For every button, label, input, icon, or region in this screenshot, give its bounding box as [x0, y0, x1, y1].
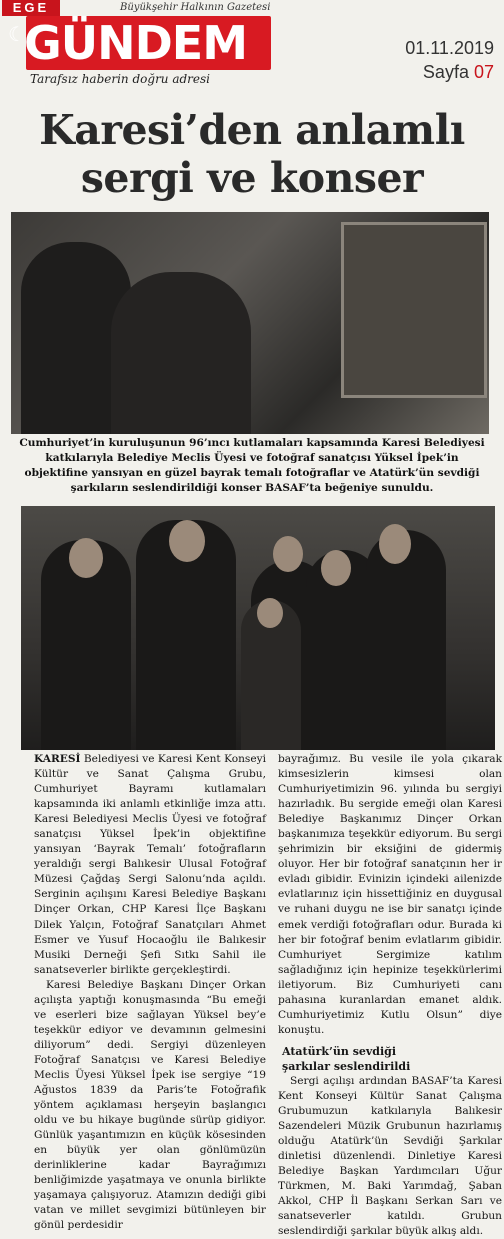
article-lead-word: KARESİ	[34, 753, 81, 765]
article-paragraph: Karesi Belediye Başkanı Dinçer Orkan açılışta yaptığı konuşmasında “Bu emeği ve eserleri bize sağlayan Yüksel bey’e teşekkür ediyor ve devamının gelmesini diliyorum” dedi. Sergiyi düzenleyen Fotoğraf Sanatçısı ve Karesi Belediye Meclis Üyesi Yüksel İpek ise sergiye “19 Ağustos 1839 da Paris’te Fotoğrafik yöntem açıklaması herşeyin başlangıcı oldu ve bu hikaye bugünde sürüp gidiyor. Günlük yaşantımızın en küçük kösesinden en büyük yer olan gönlümüzün derinliklerine kadar Bayrağımızı benliğimizde yaşatmaya ve onunla birlikte yaşamaya çalışıyoruz. Atamızın dediği gibi vatan ve millet sevgimizi bütünleyen bir gönül perdesidir	[34, 978, 266, 1232]
exhibition-photo	[11, 212, 489, 434]
photo-caption: Cumhuriyet’in kuruluşunun 96’ıncı kutlamaları kapsamında Karesi Belediyesi katkılarıyla Belediye Meclis Üyesi ve fotoğraf sanatçısı Yüksel İpek’in objektifine yansıyan en güzel bayrak temalı fotoğraflar ve Atatürk’ün sevdiği şarkıların seslendirildiği konser BASAF’ta beğeniye sunuldu.	[19, 437, 485, 494]
masthead-tagline: Büyükşehir Halkının Gazetesi	[120, 2, 271, 13]
issue-date: 01.11.2019	[405, 38, 494, 58]
article-headline	[0, 106, 504, 202]
person-silhouette	[366, 530, 446, 750]
subheading-line-1: Atatürk’ün sevdiği	[282, 1044, 397, 1058]
page-number	[423, 62, 494, 83]
person-face	[169, 520, 205, 562]
article-text: Belediyesi ve Karesi Kent Konseyi Kültür ve Sanat Çalışma Grubu, Cumhuriyet Bayramı kutlamaları kapsamında iki anlamlı etkinliğe imza attı. Karesi Belediyesi Meclis Üyesi ve fotoğraf sanatçısı Yüksel İpek’in objektifine yansıyan ‘Bayrak Temalı’ fotoğrafların yeraldığı sergi Balıkesir Ulusal Fotoğraf Müzesi Çağdaş Sergi Salonu’nda açıldı. Serginin açılışını Karesi Belediye Başkanı Dinçer Orkan, CHP Karesi İlçe Başkanı Dilek Yalçın, Fotoğraf Sanatçıları Ahmet Esmer ve Yusuf Hocaoğlu ile Balıkesir Musiki Derneği Şefi Sıtkı Sahil ile sanatseverler birlikte gerçekleştirdi.	[34, 753, 266, 976]
group-photo	[21, 506, 495, 750]
star-crescent-icon: ☾	[8, 22, 26, 46]
headline-line-1: Karesi’den anlamlı	[39, 106, 465, 154]
headline-line-2: sergi ve konser	[80, 154, 424, 202]
person-face	[69, 538, 103, 578]
person-face	[273, 536, 303, 572]
masthead	[0, 0, 504, 100]
person-face	[321, 550, 351, 586]
article-paragraph	[34, 752, 266, 978]
article-column-right	[278, 752, 502, 1239]
page-label: Sayfa	[422, 62, 469, 82]
child-face	[257, 598, 283, 628]
article-subheading	[278, 1044, 502, 1074]
person-face	[379, 524, 411, 564]
subheading-line-2: şarkılar seslendirildi	[282, 1059, 411, 1073]
masthead-slogan: Tarafsız haberin doğru adresi	[30, 72, 211, 86]
person-silhouette	[111, 272, 251, 434]
framed-photograph	[341, 222, 487, 398]
article-paragraph: Sergi açılışı ardından BASAF’ta Karesi Kent Konseyi Kültür Sanat Çalışma Grubumuzun katkılarıyla Balıkesir Sazendeleri Müzik Grubunun hazırlamış olduğu Atatürk’ün Sevdiği Şarkılar dinletisi düzenlendi. Dinletiye Karesi Belediye Başkan Yardımcıları Uğur Türkmen, M. Baki Yarımdağ, Şaban Akkol, CHP İl Başkanı Serkan Sarı ve sanatseverler katıldı. Grubun seslendirdiği şarkılar büyük alkış aldı.	[278, 1074, 502, 1238]
page-number-value: 07	[473, 62, 494, 82]
ege-label: EGE	[2, 0, 60, 16]
article-paragraph: bayrağımız. Bu vesile ile yola çıkarak kimsesizlerin kimsesi olan Cumhuriyetimizin 96. yılında bu sergiyi hazırladık. Bu sergide emeği olan Karesi Belediye Başkanımız Dinçer Orkan başkanımıza teşekkür ediyorum. Bu sergi şehrimizin bir eksiğini de gidermiş oluyor. Her bir fotoğraf sanatçının her ir evladı gibidir. Evinizin içindeki ailenizde evlatlarınız için hissettiğiniz en duygusal ve ruhani duygu ne ise bir sanatçı içinde emek verdiği fotoğrafları odur. Burada ki her bir fotoğraf benim evlatlarım gibidir. Cumhuriyet Sergimize katılım sağladığınız için hepinize teşekkürlerimi iletiyorum. Biz Cumhuriyeti canı pahasına kuranlardan emanet aldık. Cumhuriyetimiz Kutlu Olsun” diye konuştu.	[278, 753, 502, 1036]
newspaper-logo: GÜNDEM	[24, 16, 247, 70]
article-column-left	[34, 752, 266, 1234]
